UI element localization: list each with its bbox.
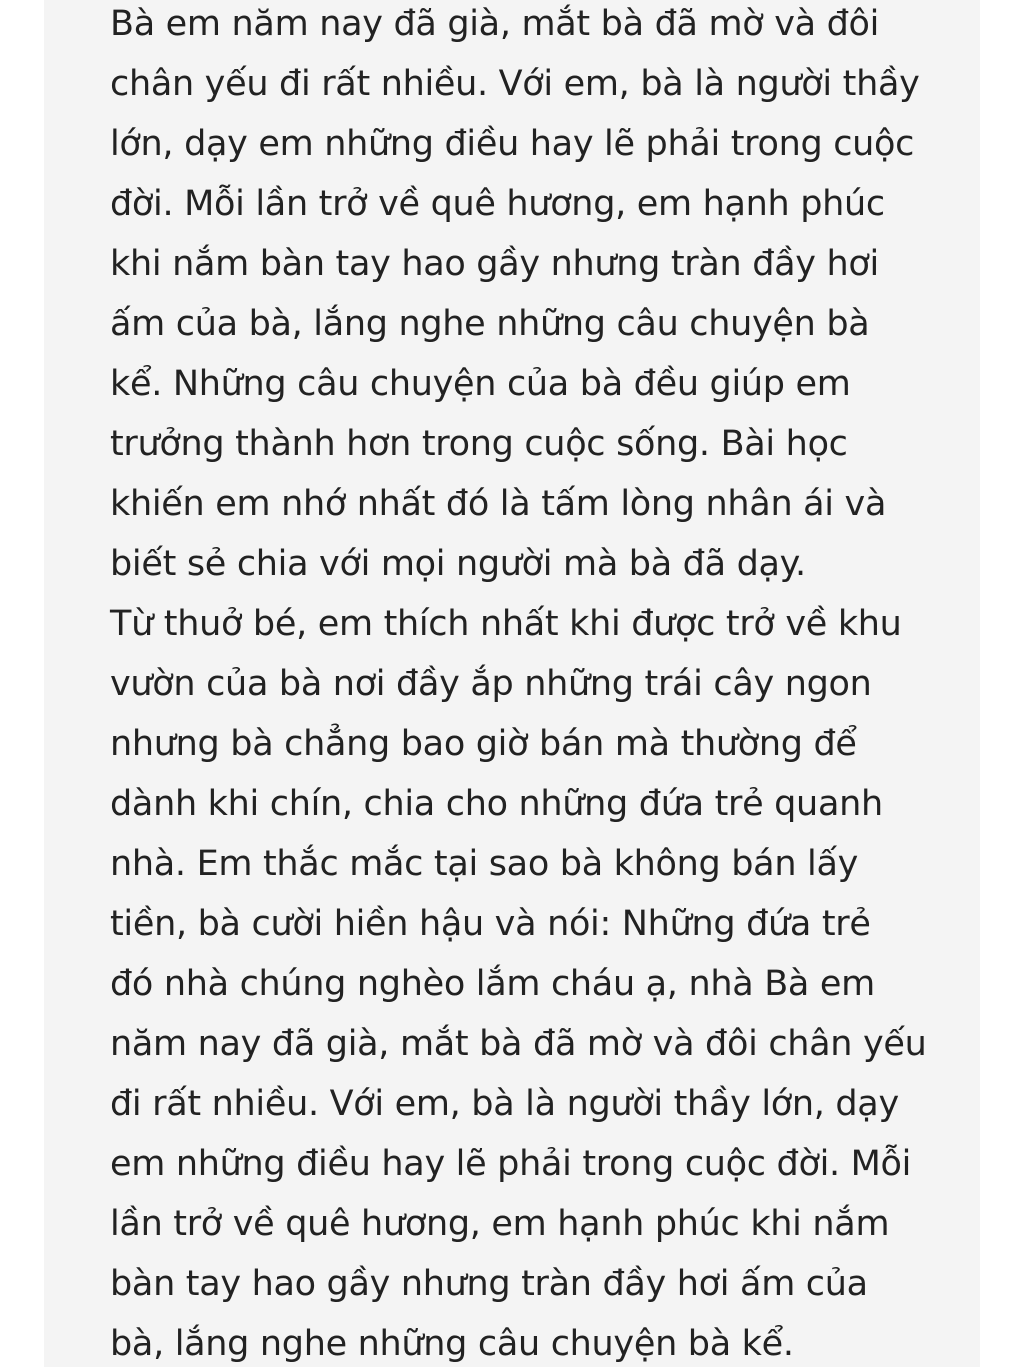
text-line: lớn, dạy em những điều hay lẽ phải trong cuộc xyxy=(110,124,915,164)
text-line: đời. Mỗi lần trở về quê hương, em hạnh phúc xyxy=(110,184,885,224)
text-line: dành khi chín, chia cho những đứa trẻ quanh xyxy=(110,784,883,824)
text-line: tiền, bà cười hiền hậu và nói: Những đứa trẻ xyxy=(110,904,871,944)
article-text xyxy=(110,0,930,1367)
text-line: ấm của bà, lắng nghe những câu chuyện bà xyxy=(110,304,870,344)
text-line: vườn của bà nơi đầy ắp những trái cây ngon xyxy=(110,664,872,704)
text-line: kể. Những câu chuyện của bà đều giúp em xyxy=(110,364,851,404)
text-line: biết sẻ chia với mọi người mà bà đã dạy. xyxy=(110,544,806,584)
text-line: Bà em năm nay đã già, mắt bà đã mờ và đôi xyxy=(110,4,880,44)
text-line: đi rất nhiều. Với em, bà là người thầy lớn, dạy xyxy=(110,1084,899,1124)
text-line: Từ thuở bé, em thích nhất khi được trở về khu xyxy=(110,604,902,644)
text-line: bàn tay hao gầy nhưng tràn đầy hơi ấm của xyxy=(110,1264,868,1304)
text-line: nhưng bà chẳng bao giờ bán mà thường để xyxy=(110,724,857,764)
document-page xyxy=(44,0,980,1367)
text-line: đó nhà chúng nghèo lắm cháu ạ, nhà Bà em xyxy=(110,964,875,1004)
text-line: trưởng thành hơn trong cuộc sống. Bài học xyxy=(110,424,848,464)
text-line: chân yếu đi rất nhiều. Với em, bà là người thầy xyxy=(110,64,920,104)
text-line: năm nay đã già, mắt bà đã mờ và đôi chân yếu xyxy=(110,1024,927,1064)
text-line: lần trở về quê hương, em hạnh phúc khi nắm xyxy=(110,1204,890,1244)
text-line: bà, lắng nghe những câu chuyện bà kể. xyxy=(110,1324,794,1364)
text-line: khi nắm bàn tay hao gầy nhưng tràn đầy hơi xyxy=(110,244,879,284)
text-line: em những điều hay lẽ phải trong cuộc đời. Mỗi xyxy=(110,1144,912,1184)
text-line: nhà. Em thắc mắc tại sao bà không bán lấy xyxy=(110,844,859,884)
text-line: khiến em nhớ nhất đó là tấm lòng nhân ái và xyxy=(110,484,887,524)
